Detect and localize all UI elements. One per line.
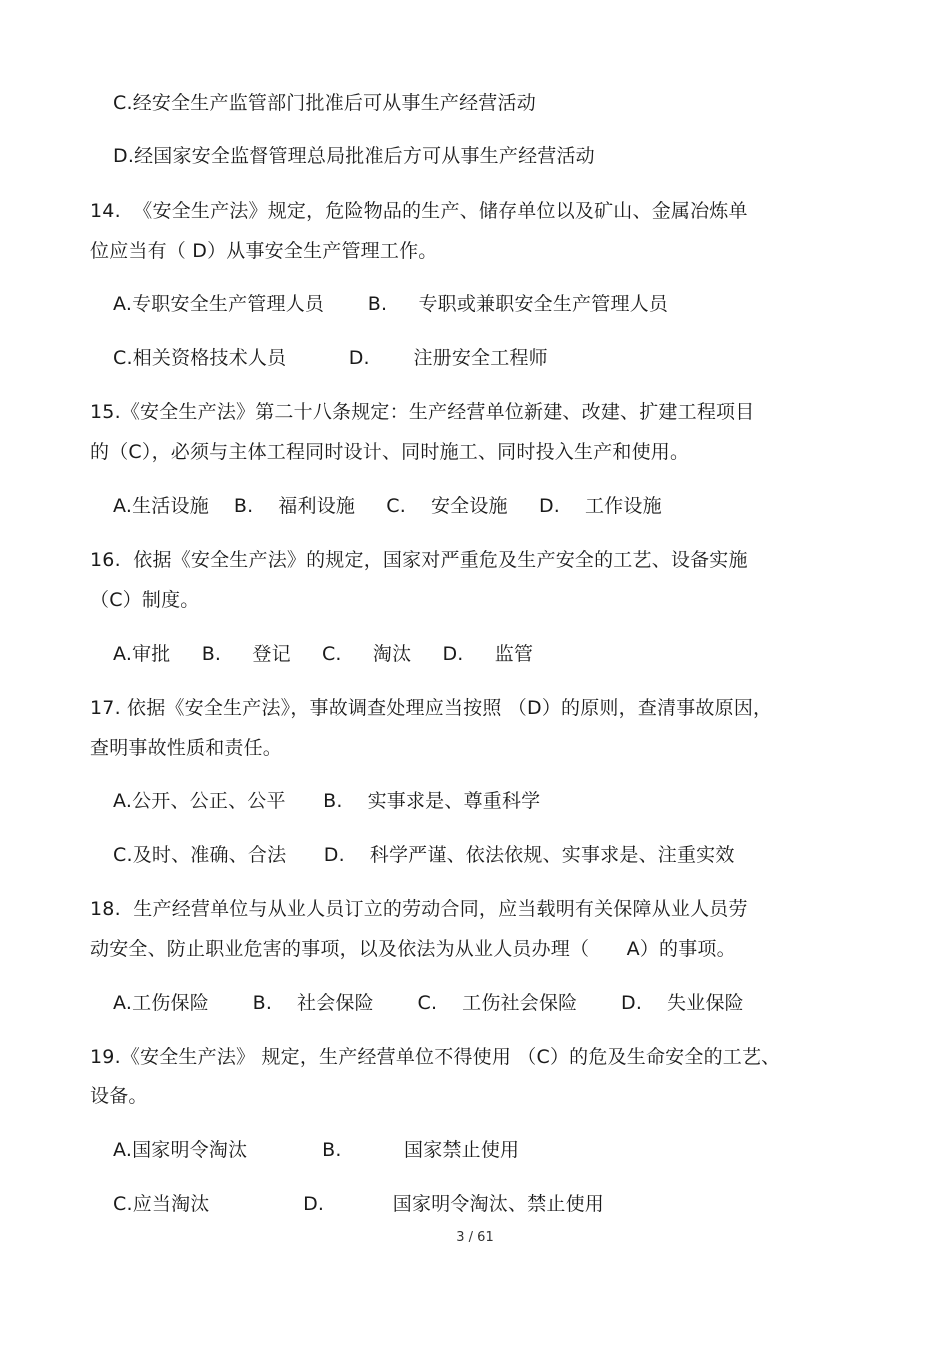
option-line: A.生活设施 B. 福利设施 C. 安全设施 D. 工作设施 <box>113 495 662 517</box>
question-18: 18. 生产经营单位与从业人员订立的劳动合同，应当载明有关保障从业人员劳 <box>90 898 748 920</box>
question-17-cont: 查明事故性质和责任。 <box>90 737 283 759</box>
option-line: A.工伤保险 B. 社会保险 C. 工伤社会保险 D. 失业保险 <box>113 992 744 1014</box>
question-16: 16. 依据《安全生产法》的规定，国家对严重危及生产安全的工艺、设备实施 <box>90 549 748 571</box>
option-line: D.经国家安全监督管理总局批准后方可从事生产经营活动 <box>113 145 595 167</box>
page-number: 3 / 61 <box>456 1230 494 1245</box>
question-14: 14. 《安全生产法》规定，危险物品的生产、储存单位以及矿山、金属冶炼单 <box>90 200 748 222</box>
question-19: 19.《安全生产法》 规定，生产经营单位不得使用 （C）的危及生命安全的工艺、 <box>90 1046 781 1068</box>
option-line: A.专职安全生产管理人员 B. 专职或兼职安全生产管理人员 <box>113 293 669 315</box>
question-18-cont: 动安全、防止职业危害的事项，以及依法为从业人员办理（ A）的事项。 <box>90 938 736 960</box>
option-line: C.相关资格技术人员 D. 注册安全工程师 <box>113 347 548 369</box>
option-line: C.及时、准确、合法 D. 科学严谨、依法依规、实事求是、注重实效 <box>113 844 735 866</box>
option-line: C.应当淘汰 D. 国家明令淘汰、禁止使用 <box>113 1193 605 1215</box>
option-line: A.国家明令淘汰 B. 国家禁止使用 <box>113 1139 520 1161</box>
option-line: C.经安全生产监管部门批准后可从事生产经营活动 <box>113 92 536 114</box>
question-16-cont: （C）制度。 <box>90 589 200 611</box>
option-line: A.审批 B. 登记 C. 淘汰 D. 监管 <box>113 643 534 665</box>
question-15-cont: 的（C），必须与主体工程同时设计、同时施工、同时投入生产和使用。 <box>90 441 690 463</box>
question-19-cont: 设备。 <box>90 1085 148 1107</box>
question-17: 17. 依据《安全生产法》，事故调查处理应当按照 （D）的原则，查清事故原因， <box>90 697 773 719</box>
option-line: A.公开、公正、公平 B. 实事求是、尊重科学 <box>113 790 541 812</box>
question-14-cont: 位应当有（ D）从事安全生产管理工作。 <box>90 240 438 262</box>
question-15: 15.《安全生产法》第二十八条规定：生产经营单位新建、改建、扩建工程项目 <box>90 401 755 423</box>
